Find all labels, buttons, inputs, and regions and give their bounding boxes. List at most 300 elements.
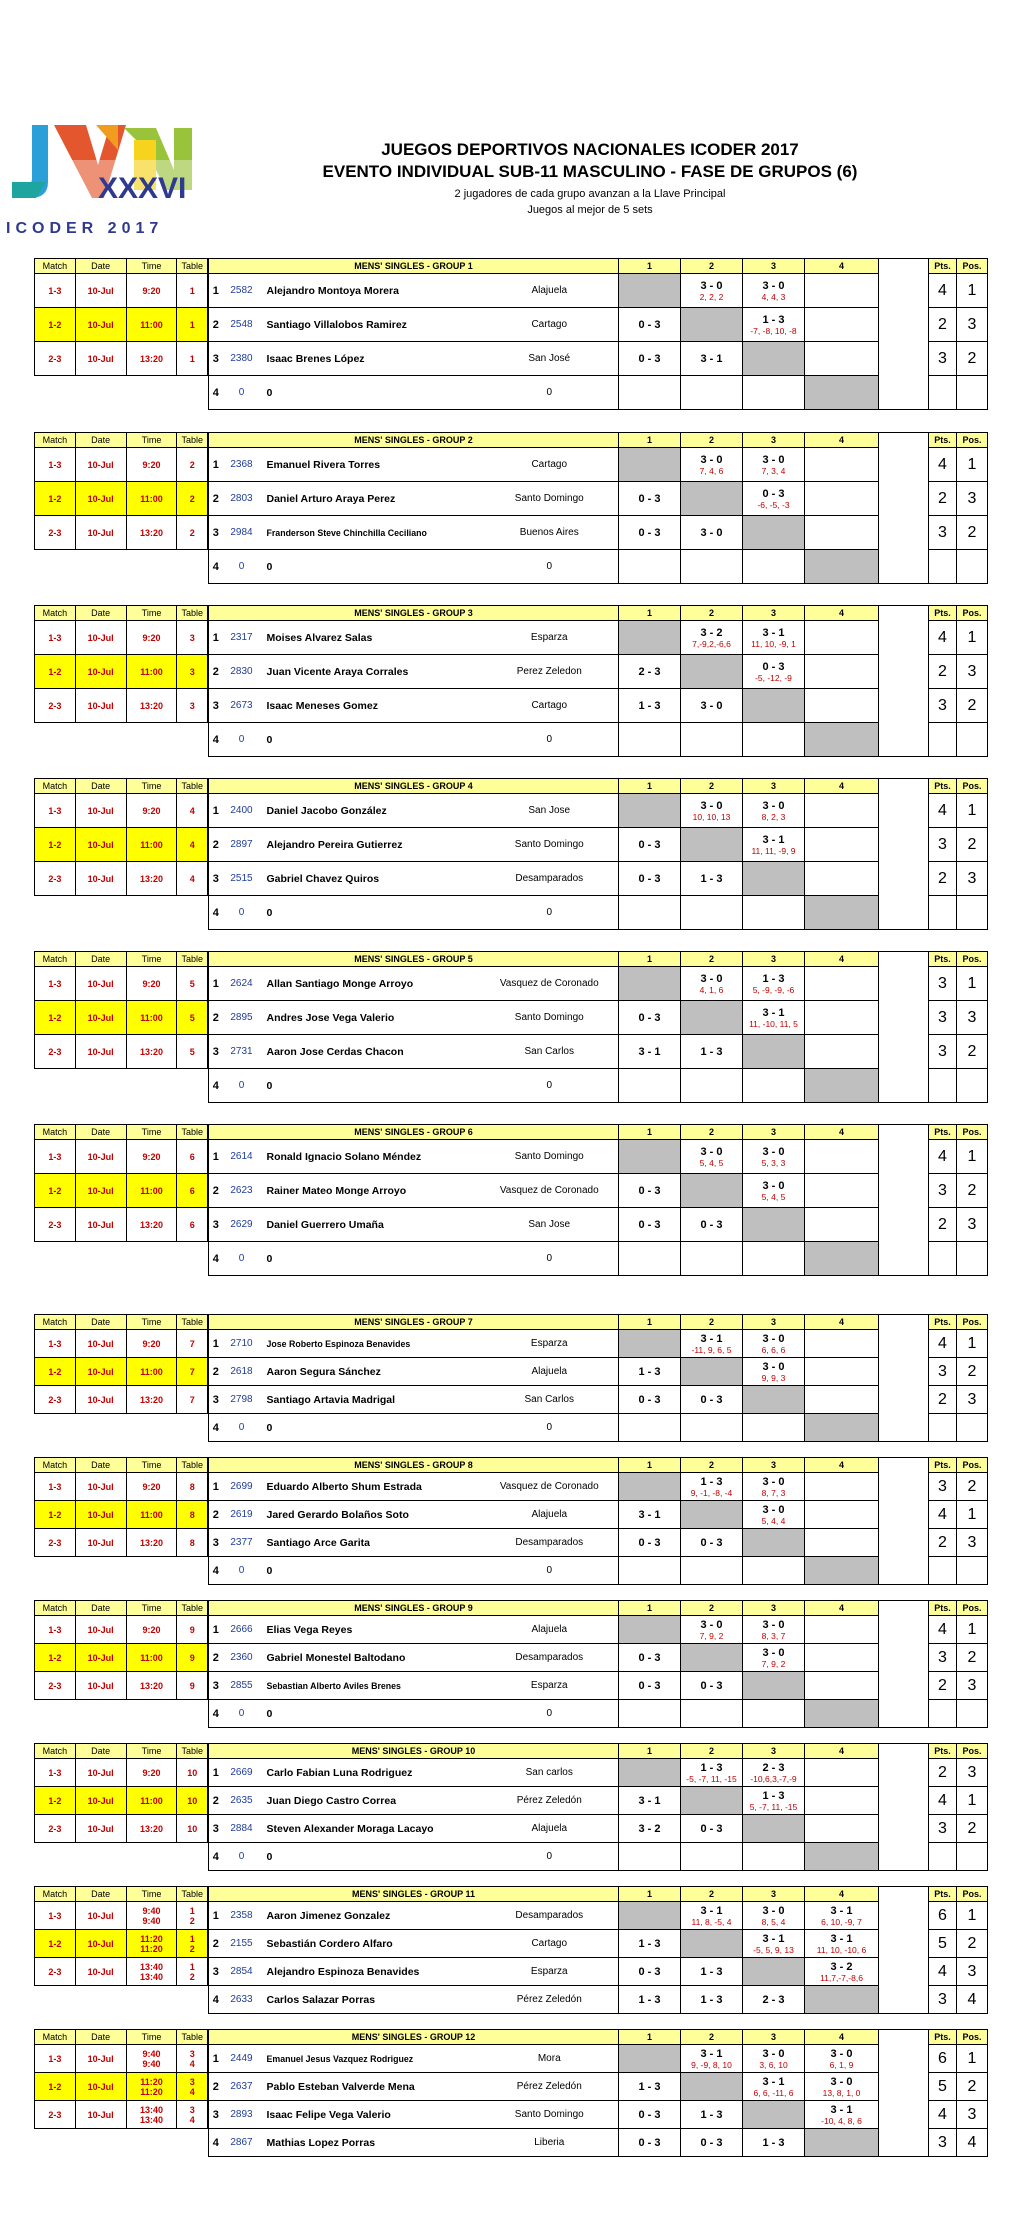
player-seed: 2 <box>209 2073 223 2101</box>
group-standings-table <box>208 778 988 930</box>
opponent-col-header-1: 1 <box>619 1601 681 1616</box>
player-id: 2358 <box>223 1902 261 1930</box>
spacer-cell <box>879 2045 929 2073</box>
match-date: 10-Jul <box>75 1672 126 1700</box>
match-time: 13:20 <box>126 1386 177 1414</box>
player-name: 0 <box>261 1069 481 1103</box>
points-header: Pts. <box>929 433 957 448</box>
match-table: 4 <box>177 862 208 896</box>
set-scores: 8, 2, 3 <box>761 811 786 822</box>
player-position: 1 <box>957 967 988 1001</box>
result-cell: 3 - 0 8, 7, 3 <box>743 1473 805 1501</box>
result-cell <box>805 1557 879 1585</box>
match-pair: 2-3 <box>35 1035 76 1069</box>
result-cell <box>805 1815 879 1843</box>
result-cell <box>805 1644 879 1672</box>
player-id: 2731 <box>223 1035 261 1069</box>
result-cell: 3 - 0 3, 6, 10 <box>743 2045 805 2073</box>
match-date: 10-Jul <box>75 1208 126 1242</box>
player-points: 3 <box>929 2129 957 2157</box>
player-row <box>209 689 988 723</box>
player-club: 0 <box>481 723 619 757</box>
player-row <box>209 828 988 862</box>
player-row <box>209 308 988 342</box>
result-cell: 0 - 3 <box>681 1386 743 1414</box>
result-cell: 0 - 3 <box>619 516 681 550</box>
player-name: Aaron Segura Sánchez <box>261 1358 481 1386</box>
player-club: Esparza <box>481 1958 619 1986</box>
player-points <box>929 1557 957 1585</box>
player-position: 2 <box>957 516 988 550</box>
group-title: MENS' SINGLES - GROUP 1 <box>209 259 619 274</box>
match-pair: 1-3 <box>35 1330 76 1358</box>
player-position <box>957 550 988 584</box>
schedule-row <box>35 1958 208 1986</box>
match-time: 9:20 <box>126 1330 177 1358</box>
player-id: 2623 <box>223 1174 261 1208</box>
result-cell <box>619 1069 681 1103</box>
result-cell: 0 - 3 <box>681 1529 743 1557</box>
player-position <box>957 1242 988 1276</box>
player-club: 0 <box>481 376 619 410</box>
player-name: Isaac Brenes López <box>261 342 481 376</box>
player-name: Aaron Jose Cerdas Chacon <box>261 1035 481 1069</box>
spacer-cell <box>879 433 929 448</box>
match-table: 5 <box>177 1035 208 1069</box>
player-id: 2798 <box>223 1386 261 1414</box>
position-header: Pos. <box>957 779 988 794</box>
group-title: MENS' SINGLES - GROUP 9 <box>209 1601 619 1616</box>
match-pair: 1-2 <box>35 1174 76 1208</box>
spacer-cell <box>879 1616 929 1644</box>
points-header: Pts. <box>929 1315 957 1330</box>
match-time: 9:20 <box>126 1759 177 1787</box>
player-position: 3 <box>957 1386 988 1414</box>
result-cell <box>681 550 743 584</box>
match-time: 13:20 <box>126 1672 177 1700</box>
set-scores: 5, 4, 4 <box>761 1515 786 1526</box>
player-club: Esparza <box>481 1330 619 1358</box>
player-id: 2984 <box>223 516 261 550</box>
player-position: 3 <box>957 1672 988 1700</box>
result-cell <box>805 448 879 482</box>
opponent-col-header-4: 4 <box>805 1125 879 1140</box>
result-cell: 1 - 3 5, -7, 11, -15 <box>743 1787 805 1815</box>
result-cell: 3 - 1 <box>619 1035 681 1069</box>
opponent-col-header-1: 1 <box>619 952 681 967</box>
date-header: Date <box>75 1125 126 1140</box>
result-cell: 3 - 1 9, -9, 8, 10 <box>681 2045 743 2073</box>
match-date: 10-Jul <box>75 1174 126 1208</box>
spacer-cell <box>879 967 929 1001</box>
result-cell <box>805 689 879 723</box>
player-id: 2673 <box>223 689 261 723</box>
match-table: 9 <box>177 1672 208 1700</box>
result-cell <box>805 828 879 862</box>
player-club: Cartago <box>481 689 619 723</box>
player-seed: 3 <box>209 1815 223 1843</box>
date-header: Date <box>75 779 126 794</box>
result-cell <box>805 1140 879 1174</box>
player-seed: 1 <box>209 274 223 308</box>
schedule-row <box>35 1930 208 1958</box>
spacer-cell <box>879 2073 929 2101</box>
player-position <box>957 723 988 757</box>
spacer-cell <box>879 1315 929 1330</box>
match-time: 11:00 <box>126 1501 177 1529</box>
player-points: 2 <box>929 1672 957 1700</box>
result-cell <box>805 1529 879 1557</box>
time-header: Time <box>126 1887 177 1902</box>
result-cell <box>681 1414 743 1442</box>
player-id: 0 <box>223 376 261 410</box>
player-points: 5 <box>929 2073 957 2101</box>
result-cell <box>619 1616 681 1644</box>
group-standings-table <box>208 1457 988 1585</box>
player-name: 0 <box>261 376 481 410</box>
result-cell <box>681 1001 743 1035</box>
set-scores: -10,6,3,-7,-9 <box>750 1773 797 1784</box>
match-table: 2 <box>177 448 208 482</box>
schedule-table <box>34 2029 208 2129</box>
player-id: 0 <box>223 896 261 930</box>
spacer-cell <box>879 689 929 723</box>
player-name: Daniel Jacobo González <box>261 794 481 828</box>
result-cell <box>805 342 879 376</box>
player-seed: 4 <box>209 550 223 584</box>
set-scores: 6, 6, 6 <box>761 1344 786 1355</box>
result-cell <box>743 1958 805 1986</box>
spacer-cell <box>879 1140 929 1174</box>
player-club: Cartago <box>481 1930 619 1958</box>
result-cell <box>681 1644 743 1672</box>
set-scores: 5, -7, 11, -15 <box>749 1801 798 1812</box>
player-points: 2 <box>929 1529 957 1557</box>
player-row <box>209 621 988 655</box>
player-club: San Carlos <box>481 1035 619 1069</box>
spacer-cell <box>879 655 929 689</box>
schedule-row <box>35 1001 208 1035</box>
player-position: 2 <box>957 1473 988 1501</box>
match-time: 9:20 <box>126 1140 177 1174</box>
spacer-cell <box>879 1358 929 1386</box>
match-time: 13:20 <box>126 1529 177 1557</box>
player-club: 0 <box>481 550 619 584</box>
match-table: 10 <box>177 1787 208 1815</box>
match-date: 10-Jul <box>75 1902 126 1930</box>
result-cell: 3 - 1 11, -10, 11, 5 <box>743 1001 805 1035</box>
player-name: Steven Alexander Moraga Lacayo <box>261 1815 481 1843</box>
match-date: 10-Jul <box>75 1035 126 1069</box>
match-date: 10-Jul <box>75 2101 126 2129</box>
set-scores: 6, 6, -11, 6 <box>753 2087 794 2098</box>
result-cell: 0 - 3 <box>619 862 681 896</box>
player-position: 3 <box>957 2101 988 2129</box>
player-club: Alajuela <box>481 1616 619 1644</box>
player-position: 1 <box>957 2045 988 2073</box>
result-cell: 3 - 1 -5, 5, 9, 13 <box>743 1930 805 1958</box>
opponent-col-header-1: 1 <box>619 1887 681 1902</box>
result-cell <box>805 1208 879 1242</box>
player-club: Desamparados <box>481 1902 619 1930</box>
group-title: MENS' SINGLES - GROUP 2 <box>209 433 619 448</box>
player-name: Allan Santiago Monge Arroyo <box>261 967 481 1001</box>
player-name: Jared Gerardo Bolaños Soto <box>261 1501 481 1529</box>
player-row <box>209 1473 988 1501</box>
player-id: 2380 <box>223 342 261 376</box>
result-cell: 3 - 0 5, 3, 3 <box>743 1140 805 1174</box>
result-cell <box>805 1501 879 1529</box>
spacer-cell <box>879 1843 929 1871</box>
result-cell <box>743 1242 805 1276</box>
schedule-row <box>35 1174 208 1208</box>
match-table: 8 <box>177 1473 208 1501</box>
group-title: MENS' SINGLES - GROUP 8 <box>209 1458 619 1473</box>
player-points <box>929 1843 957 1871</box>
result-cell <box>805 516 879 550</box>
player-row <box>209 2101 988 2129</box>
spacer-cell <box>879 448 929 482</box>
position-header: Pos. <box>957 2030 988 2045</box>
result-cell: 0 - 3 <box>619 308 681 342</box>
opponent-col-header-1: 1 <box>619 1315 681 1330</box>
player-seed: 4 <box>209 1069 223 1103</box>
result-cell <box>805 1843 879 1871</box>
player-seed: 1 <box>209 1616 223 1644</box>
result-cell: 3 - 0 8, 5, 4 <box>743 1902 805 1930</box>
opponent-col-header-3: 3 <box>743 952 805 967</box>
match-date: 10-Jul <box>75 1529 126 1557</box>
player-points: 3 <box>929 1035 957 1069</box>
player-id: 2830 <box>223 655 261 689</box>
player-points: 5 <box>929 1930 957 1958</box>
player-points: 3 <box>929 1174 957 1208</box>
result-cell <box>743 1386 805 1414</box>
player-row <box>209 1529 988 1557</box>
result-cell: 0 - 3 <box>681 1208 743 1242</box>
opponent-col-header-4: 4 <box>805 1458 879 1473</box>
player-row <box>209 2129 988 2157</box>
schedule-row <box>35 2045 208 2073</box>
schedule-row <box>35 1473 208 1501</box>
result-cell: 3 - 0 <box>681 689 743 723</box>
player-position: 1 <box>957 1616 988 1644</box>
player-position: 2 <box>957 342 988 376</box>
result-cell: 3 - 1 <box>619 1501 681 1529</box>
points-header: Pts. <box>929 952 957 967</box>
set-scores: 10, 10, 13 <box>692 811 731 822</box>
result-cell: 0 - 3 <box>681 1672 743 1700</box>
player-club: Pérez Zeledón <box>481 1986 619 2014</box>
schedule-row <box>35 1644 208 1672</box>
match-time: 11:00 <box>126 828 177 862</box>
result-cell <box>805 862 879 896</box>
result-cell: 1 - 3 <box>743 2129 805 2157</box>
set-scores: 3, 6, 10 <box>759 2059 788 2070</box>
result-cell: 0 - 3 <box>619 342 681 376</box>
result-cell <box>681 482 743 516</box>
schedule-row <box>35 274 208 308</box>
result-cell <box>681 1501 743 1529</box>
result-cell <box>619 448 681 482</box>
match-header: Match <box>35 1458 76 1473</box>
result-cell <box>805 550 879 584</box>
player-name: Gabriel Chavez Quiros <box>261 862 481 896</box>
match-date: 10-Jul <box>75 1001 126 1035</box>
schedule-row <box>35 1358 208 1386</box>
set-scores: 11, -10, 11, 5 <box>749 1018 798 1029</box>
player-row <box>209 1843 988 1871</box>
match-pair: 1-3 <box>35 1140 76 1174</box>
result-cell <box>619 2045 681 2073</box>
schedule-row <box>35 1208 208 1242</box>
time-header: Time <box>126 952 177 967</box>
player-row <box>209 1035 988 1069</box>
opponent-col-header-4: 4 <box>805 952 879 967</box>
opponent-col-header-1: 1 <box>619 1458 681 1473</box>
result-cell <box>681 1358 743 1386</box>
player-position: 2 <box>957 828 988 862</box>
player-name: 0 <box>261 1700 481 1728</box>
player-club: Vasquez de Coronado <box>481 967 619 1001</box>
player-seed: 2 <box>209 1644 223 1672</box>
spacer-cell <box>879 1458 929 1473</box>
player-row <box>209 516 988 550</box>
player-points: 3 <box>929 1473 957 1501</box>
player-club: Pérez Zeledón <box>481 1787 619 1815</box>
schedule-row <box>35 1672 208 1700</box>
match-pair: 2-3 <box>35 1672 76 1700</box>
match-pair: 1-2 <box>35 1001 76 1035</box>
match-table: 10 <box>177 1815 208 1843</box>
points-header: Pts. <box>929 1125 957 1140</box>
spacer-cell <box>879 794 929 828</box>
result-cell <box>743 896 805 930</box>
result-cell <box>805 1616 879 1644</box>
spacer-cell <box>879 1744 929 1759</box>
player-row <box>209 1700 988 1728</box>
schedule-row <box>35 448 208 482</box>
player-position: 1 <box>957 1330 988 1358</box>
match-time: 11:00 <box>126 1644 177 1672</box>
event-subtitle: EVENTO INDIVIDUAL SUB-11 MASCULINO - FASE DE GRUPOS (6) <box>322 162 858 181</box>
player-row <box>209 862 988 896</box>
spacer-cell <box>879 1501 929 1529</box>
player-id: 2368 <box>223 448 261 482</box>
result-cell <box>681 1930 743 1958</box>
player-id: 2635 <box>223 1787 261 1815</box>
opponent-col-header-3: 3 <box>743 259 805 274</box>
result-cell: 0 - 3 <box>619 2129 681 2157</box>
match-date: 10-Jul <box>75 621 126 655</box>
player-id: 2893 <box>223 2101 261 2129</box>
player-name: 0 <box>261 1414 481 1442</box>
spacer-cell <box>879 1330 929 1358</box>
spacer-cell <box>879 259 929 274</box>
match-pair: 1-2 <box>35 1501 76 1529</box>
result-cell <box>619 794 681 828</box>
result-cell <box>805 1414 879 1442</box>
opponent-col-header-1: 1 <box>619 433 681 448</box>
match-table: 8 <box>177 1501 208 1529</box>
match-pair: 2-3 <box>35 1386 76 1414</box>
match-time: 9:20 <box>126 794 177 828</box>
player-name: 0 <box>261 1843 481 1871</box>
logo-text: ICODER 2017 <box>6 220 164 237</box>
player-club: Liberia <box>481 2129 619 2157</box>
match-date: 10-Jul <box>75 689 126 723</box>
player-position: 2 <box>957 2073 988 2101</box>
spacer-cell <box>879 1644 929 1672</box>
result-cell: 0 - 3 <box>619 828 681 862</box>
result-cell: 3 - 1 <box>681 342 743 376</box>
result-cell: 3 - 2 11,7,-7,-8,6 <box>805 1958 879 1986</box>
player-row <box>209 1759 988 1787</box>
result-cell <box>681 1557 743 1585</box>
schedule-row <box>35 1140 208 1174</box>
player-seed: 4 <box>209 1700 223 1728</box>
match-date: 10-Jul <box>75 448 126 482</box>
match-table: 1 2 <box>177 1902 208 1930</box>
advance-note: 2 jugadores de cada grupo avanzan a la Llave Principal <box>454 188 726 200</box>
match-date: 10-Jul <box>75 1930 126 1958</box>
opponent-col-header-4: 4 <box>805 1315 879 1330</box>
result-cell <box>805 1672 879 1700</box>
player-points <box>929 723 957 757</box>
result-cell <box>805 1069 879 1103</box>
player-name: Isaac Meneses Gomez <box>261 689 481 723</box>
player-points: 3 <box>929 1815 957 1843</box>
player-seed: 3 <box>209 1529 223 1557</box>
position-header: Pos. <box>957 952 988 967</box>
spacer-cell <box>879 1529 929 1557</box>
result-cell: 3 - 1 -11, 9, 6, 5 <box>681 1330 743 1358</box>
player-name: Gabriel Monestel Baltodano <box>261 1644 481 1672</box>
result-cell <box>619 621 681 655</box>
match-pair: 1-3 <box>35 1759 76 1787</box>
match-table: 7 <box>177 1358 208 1386</box>
result-cell <box>805 621 879 655</box>
opponent-col-header-1: 1 <box>619 606 681 621</box>
player-id: 0 <box>223 1242 261 1276</box>
set-scores: 5, -9, -9, -6 <box>752 984 795 995</box>
opponent-col-header-3: 3 <box>743 1458 805 1473</box>
result-cell <box>681 896 743 930</box>
spacer-cell <box>879 376 929 410</box>
result-cell <box>805 794 879 828</box>
set-scores: 9, -1, -8, -4 <box>690 1487 733 1498</box>
result-cell: 0 - 3 <box>681 1815 743 1843</box>
player-id: 2666 <box>223 1616 261 1644</box>
match-pair: 1-3 <box>35 621 76 655</box>
player-position: 4 <box>957 2129 988 2157</box>
player-points: 3 <box>929 516 957 550</box>
set-scores: 7, 4, 6 <box>699 465 724 476</box>
player-row <box>209 2045 988 2073</box>
schedule-row <box>35 621 208 655</box>
player-name: Mathias Lopez Porras <box>261 2129 481 2157</box>
player-row <box>209 1815 988 1843</box>
player-row <box>209 1414 988 1442</box>
result-cell: 0 - 3 <box>619 1529 681 1557</box>
match-pair: 2-3 <box>35 862 76 896</box>
match-pair: 1-2 <box>35 655 76 689</box>
points-header: Pts. <box>929 1601 957 1616</box>
set-scores: -5, -12, -9 <box>755 672 792 683</box>
result-cell: 3 - 0 5, 4, 5 <box>681 1140 743 1174</box>
match-time: 11:20 11:20 <box>126 2073 177 2101</box>
group-title: MENS' SINGLES - GROUP 10 <box>209 1744 619 1759</box>
